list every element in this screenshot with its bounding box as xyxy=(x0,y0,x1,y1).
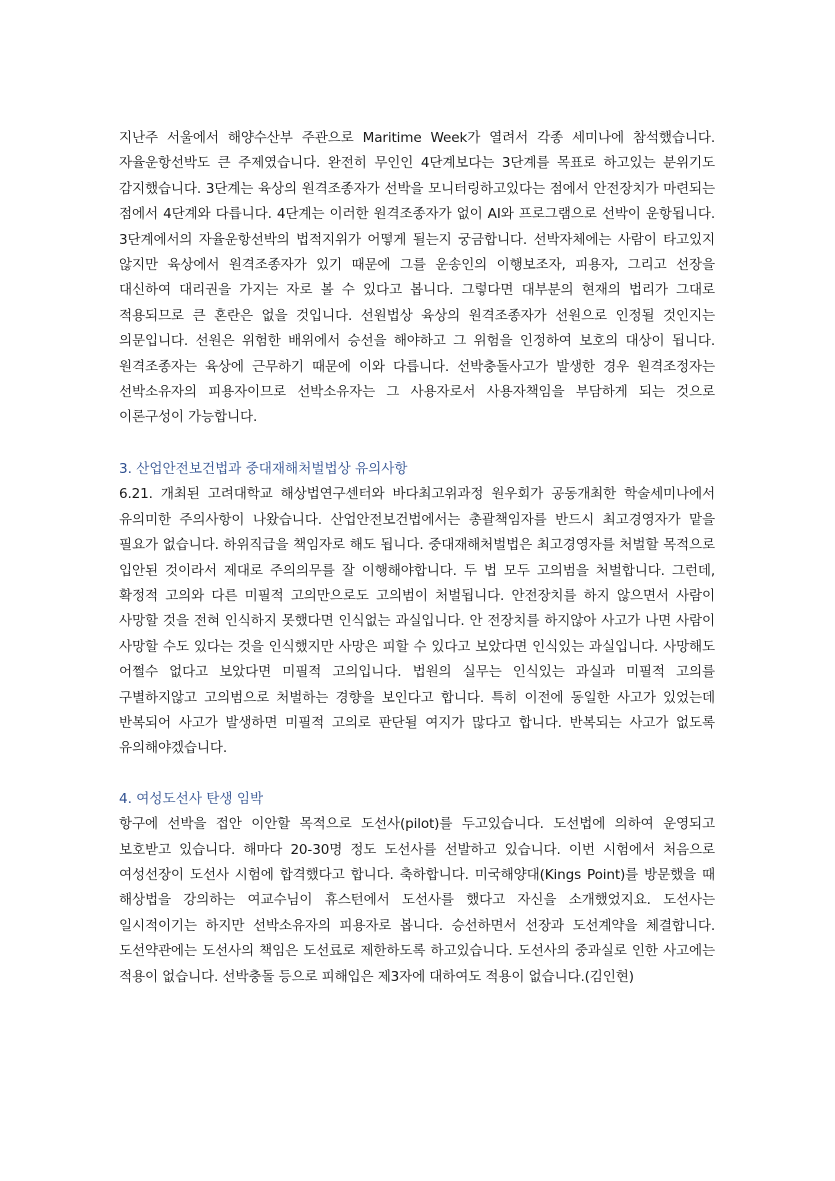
section-spacer xyxy=(119,762,715,787)
female-pilot-paragraph: 항구에 선박을 접안 이안할 목적으로 도선사(pilot)를 두고있습니다. 도선법에 의하여 운영되고 보호받고 있습니다. 해마다 20-30명 정도 도선사를 선발하고 있습니다. 이번 시험에서 처음으로 여성선장이 도선사 시험에 합격했다고 합니다. 축하합니다. 미국해양대(Kings Point)를 방문했을 때 해상법을 강의하는 여교수님이 휴스턴에서 도선사를 했다고 자신을 소개했었지요. 도선사는 일시적이기는 하지만 선박소유자의 피용자로 봅니다. 승선하면서 선장과 도선계약을 체결합니다. 도선약관에는 도선사의 책임은 도선료로 제한하도록 하고있습니다. 도선사의 중과실로 인한 사고에는 적용이 없습니다. 선박충돌 등으로 피해입은 제3자에 대하여도 적용이 없습니다.(김인현) xyxy=(119,816,715,985)
document-page xyxy=(119,126,715,990)
section-heading-industrial-safety: 3. 산업안전보건법과 중대재해처벌법상 유의사항 xyxy=(119,460,408,477)
industrial-safety-paragraph: 6.21. 개최된 고려대학교 해상법연구센터와 바다최고위과정 원우회가 공동개최한 학술세미나에서 유의미한 주의사항이 나왔습니다. 산업안전보건법에서는 총괄책임자를 반드시 최고경영자가 맡을 필요가 없습니다. 하위직급을 책임자로 해도 됩니다. 중대재해처벌법은 최고경영자를 처벌할 목적으로 입안된 것이라서 제대로 주의의무를 잘 이행해야합니다. 두 법 모두 고의범을 처벌합니다. 그런데, 확정적 고의와 다른 미필적 고의만으로도 고의범이 처벌됩니다. 안전장치를 하지 않으면서 사람이 사망할 것을 전혀 인식하지 못했다면 인식없는 과실입니다. 안 전장치를 하지않아 사고가 나면 사람이 사망할 수도 있다는 것을 인식했지만 사망은 피할 수 있다고 보았다면 인식있는 과실입니다. 사망해도 어쩔수 없다고 보았다면 미필적 고의입니다. 법원의 실무는 인식있는 과실과 미필적 고의를 구별하지않고 고의범으로 처벌하는 경향을 보인다고 합니다. 특히 이전에 동일한 사고가 있었는데 반복되어 사고가 발생하면 미필적 고의로 판단될 여지가 많다고 합니다. 반복되는 사고가 없도록 유의해야겠습니다. xyxy=(119,486,715,757)
section-heading-female-pilot: 4. 여성도선사 탄생 임박 xyxy=(119,790,264,807)
intro-paragraph: 지난주 서울에서 해양수산부 주관으로 Maritime Week가 열려서 각종 세미나에 참석했습니다. 자율운항선박도 큰 주제였습니다. 완전히 무인인 4단계보다는 3단계를 목표로 하고있는 분위기도 감지했습니다. 3단계는 육상의 원격조종자가 선박을 모니터링하고있다는 점에서 안전장치가 마련되는 점에서 4단계와 다릅니다. 4단계는 이러한 원격조종자가 없이 AI와 프로그램으로 선박이 운항됩니다. 3단계에서의 자율운항선박의 법적지위가 어떻게 될는지 궁금합니다. 선박자체에는 사람이 타고있지 않지만 육상에서 원격조종자가 있기 때문에 그를 운송인의 이행보조자, 피용자, 그리고 선장을 대신하여 대리권을 가지는 자로 볼 수 있다고 봅니다. 그렇다면 대부분의 현재의 법리가 그대로 적용되므로 큰 혼란은 없을 것입니다. 선원법상 육상의 원격조종자가 선원으로 인정될 것인지는 의문입니다. 선원은 위험한 배위에서 승선을 해야하고 그 위험을 인정하여 보호의 대상이 됩니다. 원격조종자는 육상에 근무하기 때문에 이와 다릅니다. 선박충돌사고가 발생한 경우 원격조정자는 선박소유자의 피용자이므로 선박소유자는 그 사용자로서 사용자책임을 부담하게 되는 것으로 이론구성이 가능합니다. xyxy=(119,130,715,426)
section-spacer xyxy=(119,431,715,457)
